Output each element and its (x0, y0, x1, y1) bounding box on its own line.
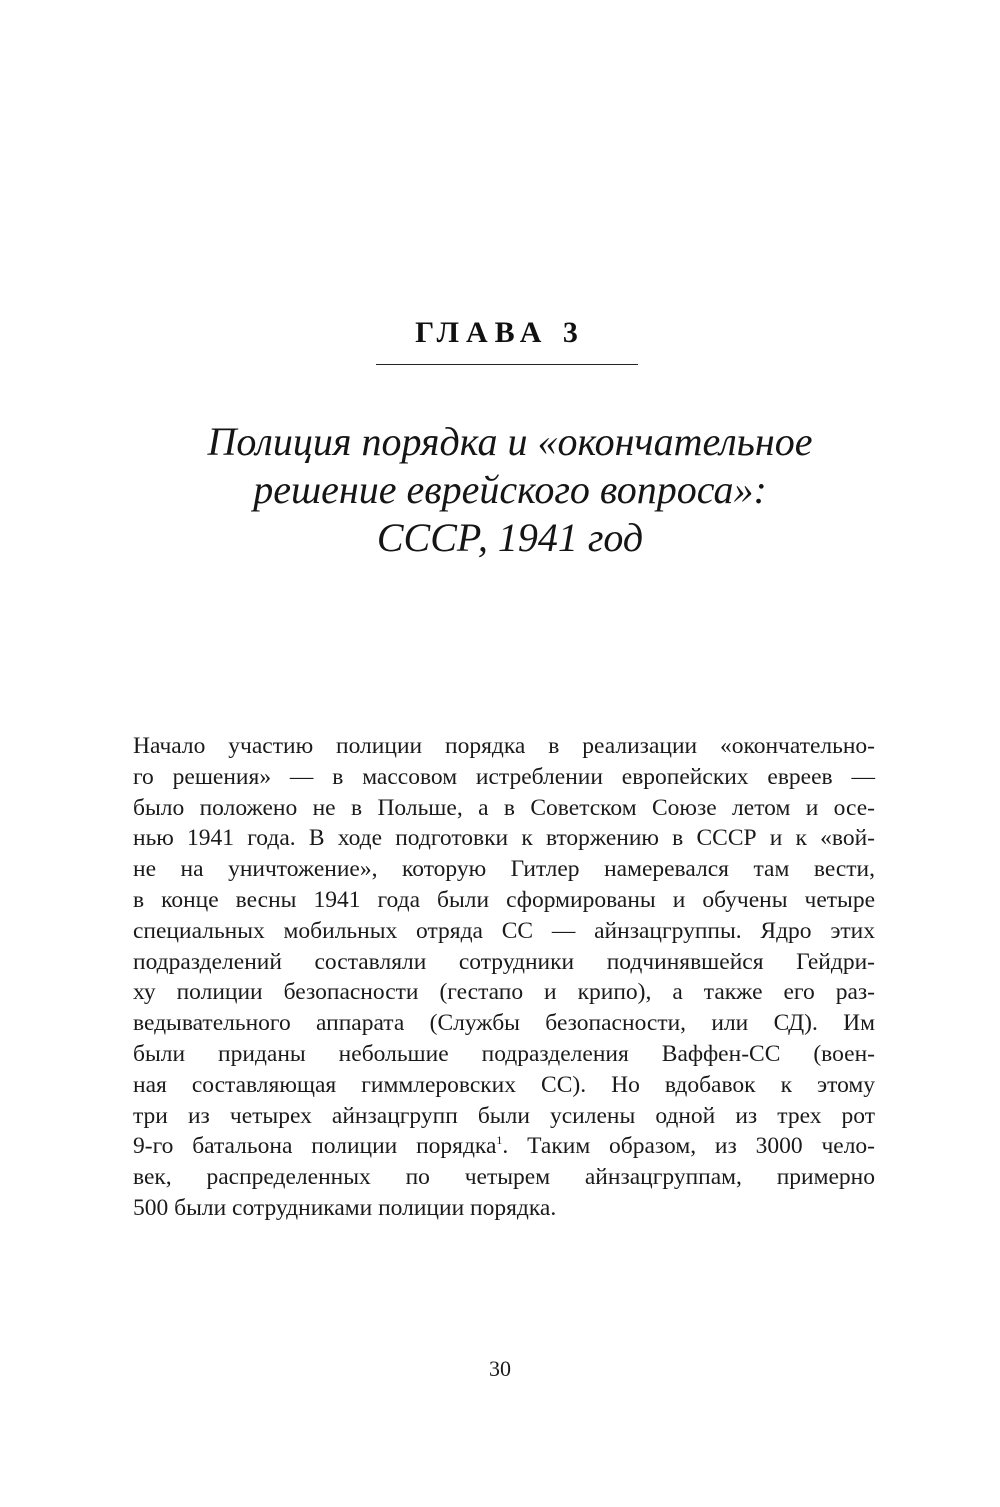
chapter-label: ГЛАВА 3 (415, 316, 585, 349)
chapter-title-line: решение еврейского вопроса»: (253, 467, 767, 512)
text-line: было положено не в Польше, а в Советском Союзе летом и осе- (133, 794, 875, 821)
text-line: ная составляющая гиммлеровских СС). Но вдобавок к этому (133, 1071, 875, 1098)
body-paragraph (133, 731, 875, 1224)
text-segment: . Таким образом, из 3000 чело- (502, 1133, 875, 1160)
text-line: были приданы небольшие подразделения Ваффен-СС (воен- (133, 1040, 875, 1067)
text-line: Начало участию полиции порядка в реализации «окончательно- (133, 733, 875, 759)
chapter-title (100, 418, 920, 562)
text-segment: 9-го батальона полиции порядка (133, 1133, 497, 1160)
text-line: ху полиции безопасности (гестапо и крипо), а также его раз- (133, 979, 875, 1006)
text-line: не на уничтожение», которую Гитлер намеревался там вести, (133, 856, 875, 883)
text-line: в конце весны 1941 года были сформированы и обучены четыре (133, 886, 875, 913)
text-line: специальных мобильных отряда СС — айнзацгруппы. Ядро этих (133, 917, 875, 944)
chapter-title-line: Полиция порядка и «окончательное (207, 419, 813, 464)
text-line-with-footnote (133, 1131, 875, 1162)
text-line: 500 были сотрудниками полиции порядка. (133, 1194, 557, 1221)
text-line: подразделений составляли сотрудники подчинявшейся Гейдри- (133, 948, 875, 975)
chapter-divider (376, 364, 638, 365)
chapter-title-line: СССР, 1941 год (376, 515, 644, 560)
text-line: ведывательного аппарата (Службы безопасности, или СД). Им (133, 1010, 875, 1037)
page-number: 30 (489, 1356, 511, 1381)
text-line: век, распределенных по четырем айнзацгруппам, примерно (133, 1164, 875, 1191)
footnote-marker[interactable]: 1 (496, 1133, 503, 1148)
text-line: го решения» — в массовом истреблении европейских евреев — (133, 763, 875, 790)
text-line: три из четырех айнзацгрупп были усилены одной из трех рот (133, 1102, 875, 1129)
text-line: нью 1941 года. В ходе подготовки к вторжению в СССР и к «вой- (133, 825, 875, 852)
